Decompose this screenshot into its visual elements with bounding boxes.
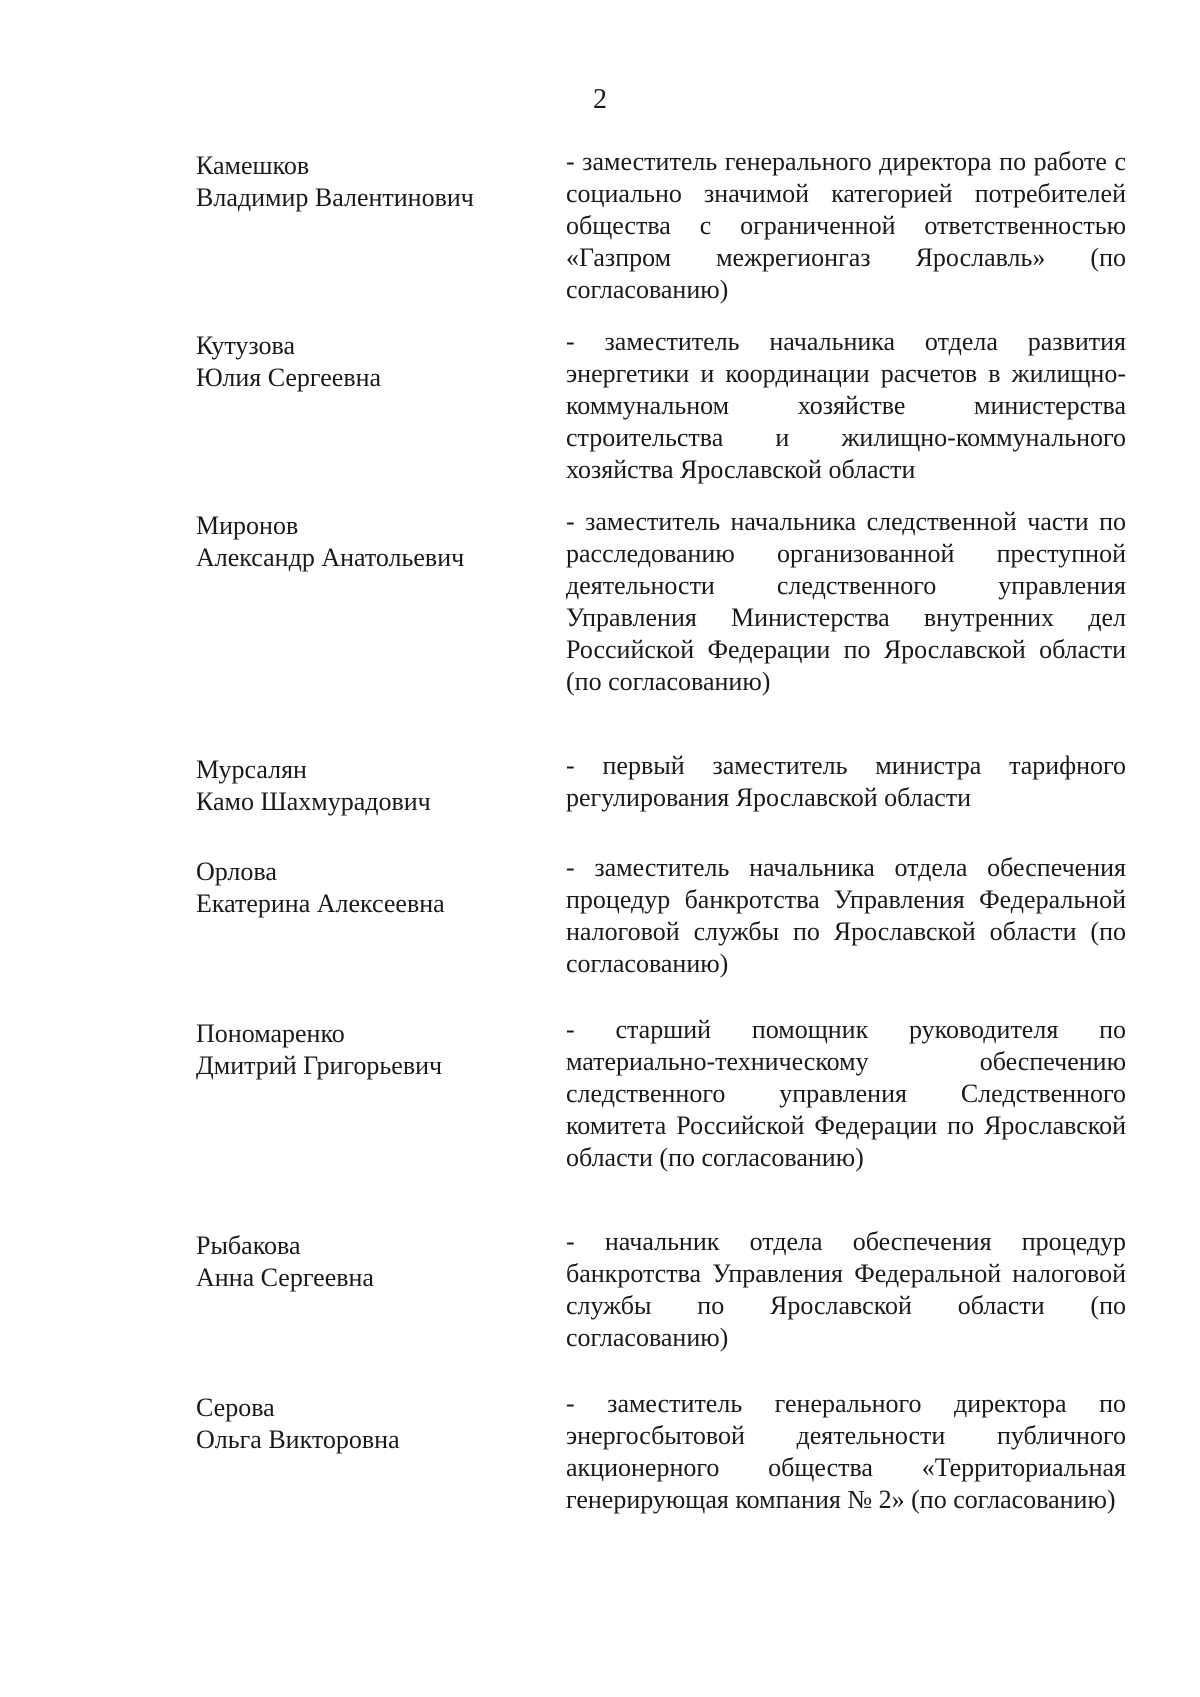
- member-name: [196, 1392, 546, 1456]
- member-given-names: Дмитрий Григорьевич: [196, 1051, 443, 1080]
- member-role: - старший помощник руководителя по материально-техническому обеспечению следственного управления Следственного комитета Российской Федерации по Ярославской области (по согласованию): [566, 1015, 1126, 1172]
- member-name: [196, 510, 546, 574]
- member-given-names: Анна Сергеевна: [196, 1263, 374, 1292]
- member-name: [196, 150, 546, 214]
- member-surname: Орлова: [196, 857, 277, 886]
- member-given-names: Юлия Сергеевна: [196, 363, 382, 392]
- member-surname: Серова: [196, 1393, 275, 1422]
- member-role: - начальник отдела обеспечения процедур банкротства Управления Федеральной налоговой службы по Ярославской области (по согласованию): [566, 1227, 1126, 1352]
- member-surname: Миронов: [196, 511, 299, 540]
- member-name: [196, 856, 546, 920]
- member-given-names: Владимир Валентинович: [196, 183, 474, 212]
- member-role: - заместитель генерального директора по работе с социально значимой категорией потребителей общества с ограниченной ответственностью «Газпром межрегионгаз Ярославль» (по согласованию): [566, 147, 1126, 304]
- member-role: - первый заместитель министра тарифного регулирования Ярославской области: [566, 751, 1126, 812]
- member-surname: Кутузова: [196, 331, 295, 360]
- member-name: [196, 1018, 546, 1082]
- member-role: - заместитель генерального директора по энергосбытовой деятельности публичного акционерного общества «Территориальная генерирующая компания № 2» (по согласованию): [566, 1389, 1126, 1514]
- member-given-names: Екатерина Алексеевна: [196, 889, 445, 918]
- member-surname: Пономаренко: [196, 1019, 345, 1048]
- member-given-names: Ольга Викторовна: [196, 1425, 400, 1454]
- member-surname: Мурсалян: [196, 755, 307, 784]
- member-given-names: Александр Анатольевич: [196, 543, 465, 572]
- member-name: [196, 330, 546, 394]
- page-number: 2: [593, 84, 607, 115]
- member-surname: Рыбакова: [196, 1231, 301, 1260]
- member-name: [196, 1230, 546, 1294]
- member-role: - заместитель начальника отдела развития энергетики и координации расчетов в жилищно-коммунальном хозяйстве министерства строительства и жилищно-коммунального хозяйства Ярославской области: [566, 327, 1126, 484]
- member-given-names: Камо Шахмурадович: [196, 787, 431, 816]
- member-role: - заместитель начальника следственной части по расследованию организованной преступной деятельности следственного управления Управления Министерства внутренних дел Российской Федерации по Ярославской области (по согласованию): [566, 507, 1126, 696]
- member-surname: Камешков: [196, 151, 310, 180]
- member-name: [196, 754, 546, 818]
- member-role: - заместитель начальника отдела обеспечения процедур банкротства Управления Федеральной налоговой службы по Ярославской области (по согласованию): [566, 853, 1126, 978]
